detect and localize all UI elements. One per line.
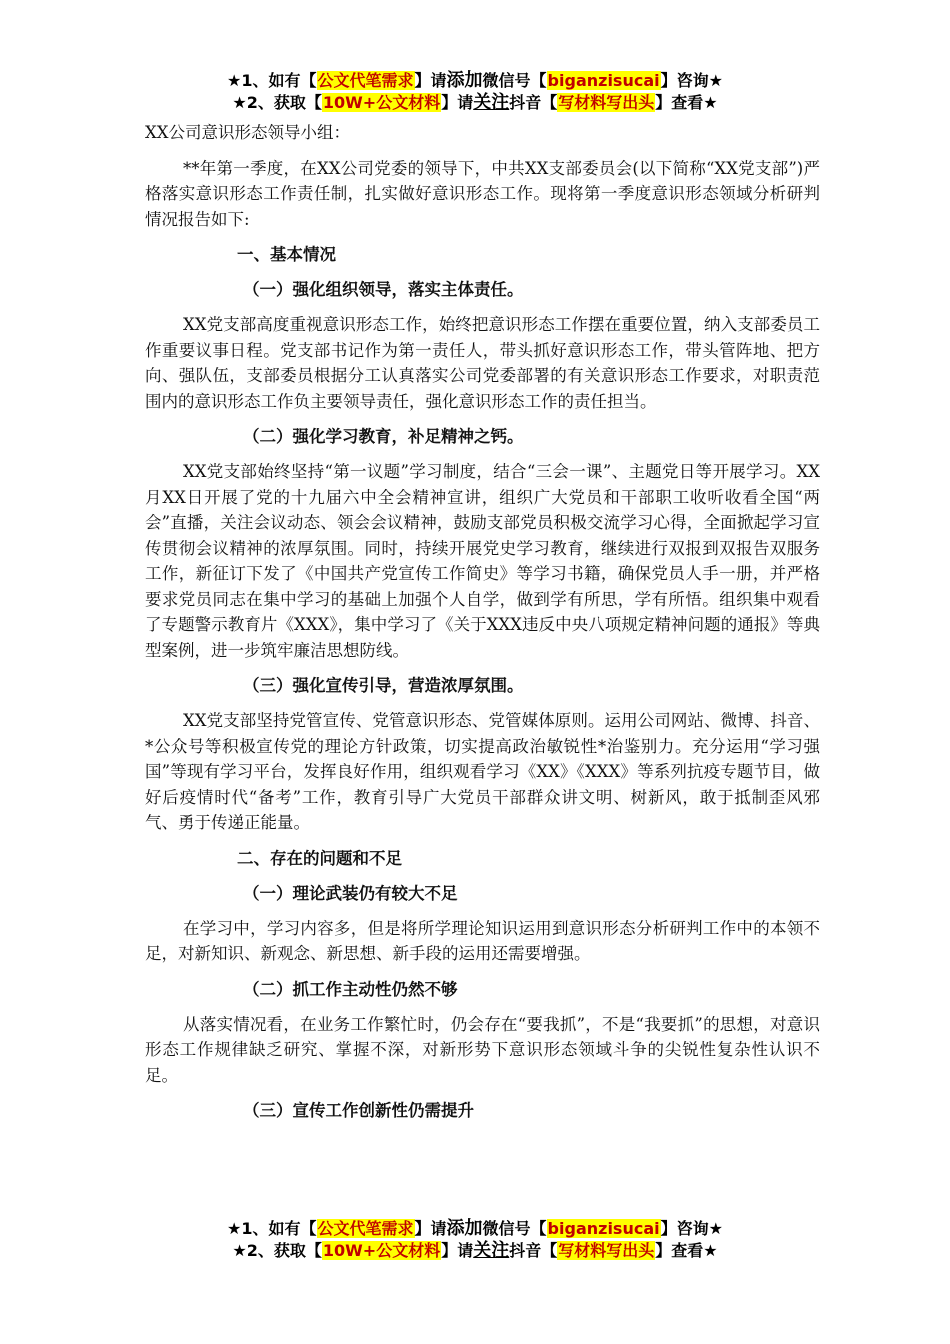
highlight-text: 写材料写出头 [558,93,655,112]
highlight-text: 10W+公文材料 [322,1241,441,1260]
emphasis-text: 添加 [446,1218,483,1239]
subsection-heading: （一）理论武装仍有较大不足 [243,883,458,903]
promo-text: 】请 [441,93,474,112]
subsection-heading: （二）强化学习教育，补足精神之钙。 [243,427,524,446]
promo-text: ★2、获取【 [232,93,322,112]
promo-text: 抖音【 [509,93,558,112]
subsection-heading: （一）强化组织领导，落实主体责任。 [243,280,524,299]
promo-text: 】查看★ [655,1241,718,1260]
emphasis-text: 添加 [446,70,483,91]
subsection-heading: （二）抓工作主动性仍然不够 [243,979,458,999]
promo-text: ★1、如有【 [227,71,317,90]
promo-line-1 [0,70,950,92]
promo-banner-bottom [0,1218,950,1262]
highlight-text: biganzisucai [547,71,660,90]
promo-text: 】请 [441,1241,474,1260]
promo-text: 】咨询★ [660,71,723,90]
highlight-text: 公文代笔需求 [317,71,414,90]
subsection-heading: （三）强化宣传引导，营造浓厚氛围。 [243,676,524,695]
salutation: XX公司意识形态领导小组： [145,123,350,142]
promo-text: 微信号【 [482,1219,547,1238]
promo-text: 】查看★ [655,93,718,112]
body-paragraph: 在学习中，学习内容多，但是将所学理论知识运用到意识形态分析研判工作中的本领不足，对新知识、新观念、新思想、新手段的运用还需要增强。 [145,918,820,963]
promo-text: 】请 [414,71,447,90]
promo-text: ★1、如有【 [227,1219,317,1238]
highlight-text: 10W+公文材料 [322,93,441,112]
section-heading: 二、存在的问题和不足 [237,848,402,868]
promo-text: 抖音【 [509,1241,558,1260]
body-paragraph: XX党支部坚持党管宣传、党管意识形态、党管媒体原则。运用公司网站、微博、抖音、*公众号等积极宣传党的理论方针政策，切实提高政治敏锐性*治鉴别力。充分运用“学习强国”等现有学习平台，发挥良好作用，组织观看学习《XX》《XXX》等系列抗疫专题节目，做好后疫情时代“备考”工作，教育引导广大党员干部群众讲文明、树新风，敢于抵制歪风邪气、勇于传递正能量。 [145,711,820,832]
highlight-text: biganzisucai [547,1219,660,1238]
promo-text: 】请 [414,1219,447,1238]
body-paragraph: XX党支部始终坚持“第一议题”学习制度，结合“三会一课”、主题党日等开展学习。XX月XX日开展了党的十九届六中全会精神宣讲，组织广大党员和干部职工收听收看全国“两会”直播，关注会议动态、领会会议精神，鼓励支部党员积极交流学习心得，全面掀起学习宣传贯彻会议精神的浓厚氛围。同时，持续开展党史学习教育，继续进行双报到双报告双服务工作，新征订下发了《中国共产党宣传工作简史》等学习书籍，确保党员人手一册，并严格要求党员同志在集中学习的基础上加强个人自学，做到学有所思，学有所悟。组织集中观看了专题警示教育片《XXX》，集中学习了《关于XXX违反中央八项规定精神问题的通报》等典型案例，进一步筑牢廉洁思想防线。 [145,462,820,660]
intro-paragraph: **年第一季度，在XX公司党委的领导下，中共XX支部委员会(以下简称“XX党支部”)严格落实意识形态工作责任制，扎实做好意识形态工作。现将第一季度意识形态领域分析研判情况报告如下: [145,158,820,229]
promo-line-1 [0,1218,950,1240]
promo-banner-top [0,70,950,114]
promo-line-2 [0,92,950,114]
subsection-heading: （三）宣传工作创新性仍需提升 [243,1101,474,1120]
promo-text: ★2、获取【 [232,1241,322,1260]
emphasis-text: 关注 [473,1240,510,1261]
promo-text: 微信号【 [482,71,547,90]
section-heading: 一、基本情况 [237,245,336,264]
promo-text: 】咨询★ [660,1219,723,1238]
highlight-text: 写材料写出头 [558,1241,655,1260]
document-body [145,120,820,1123]
highlight-text: 公文代笔需求 [317,1219,414,1238]
emphasis-text: 关注 [473,92,510,113]
body-paragraph: 从落实情况看，在业务工作繁忙时，仍会存在“要我抓”，不是“我要抓”的思想，对意识形态工作规律缺乏研究、掌握不深，对新形势下意识形态领域斗争的尖锐性复杂性认识不足。 [145,1014,820,1085]
body-paragraph: XX党支部高度重视意识形态工作，始终把意识形态工作摆在重要位置，纳入支部委员工作重要议事日程。党支部书记作为第一责任人，带头抓好意识形态工作，带头管阵地、把方向、强队伍，支部委员根据分工认真落实公司党委部署的有关意识形态工作要求，对职责范围内的意识形态工作负主要领导责任，强化意识形态工作的责任担当。 [145,315,820,411]
promo-line-2 [0,1240,950,1262]
